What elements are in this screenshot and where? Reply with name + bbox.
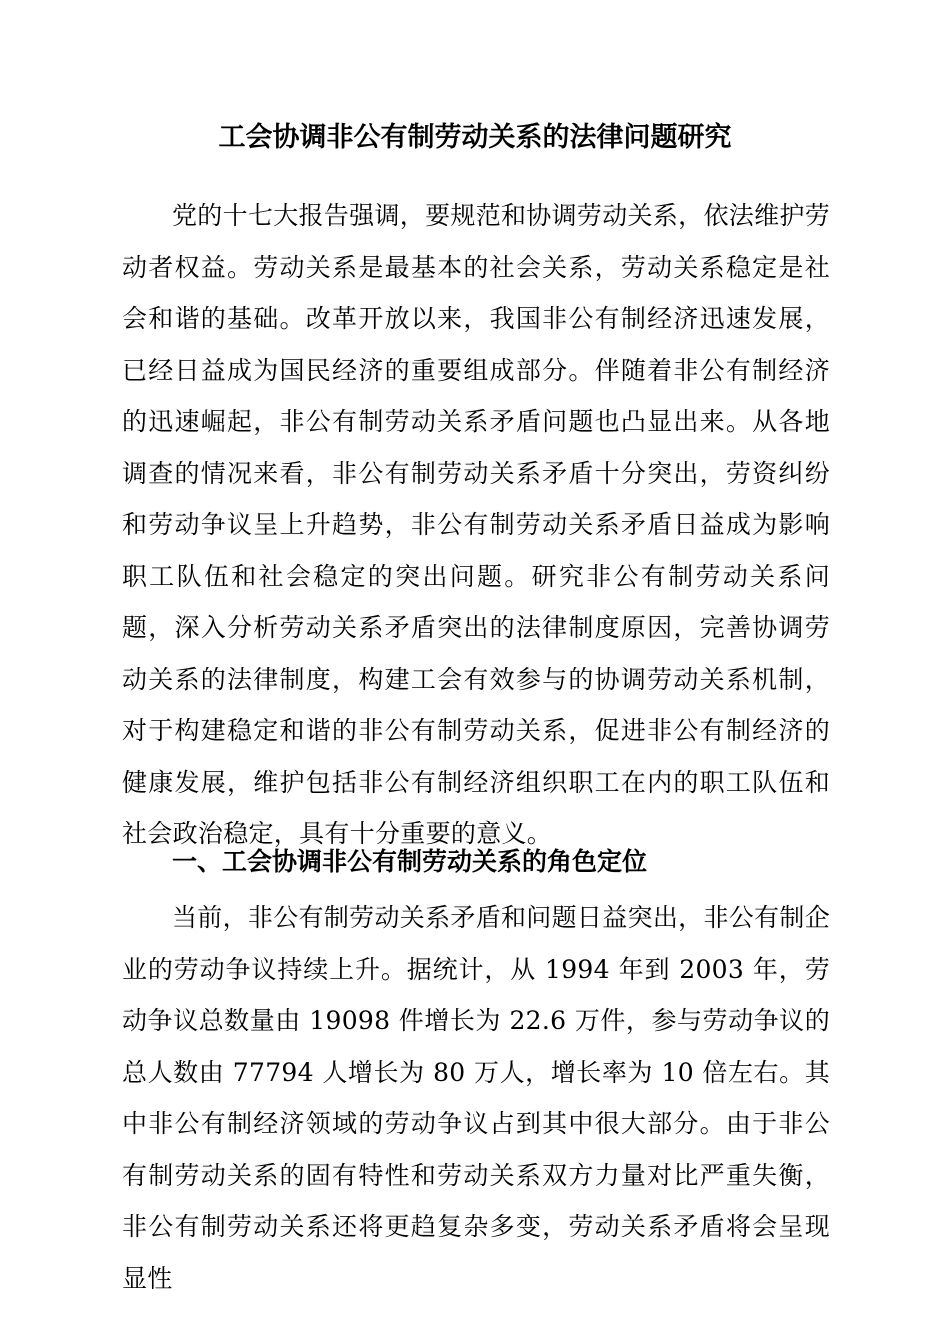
section-heading: 一、工会协调非公有制劳动关系的角色定位 bbox=[172, 847, 648, 876]
body-paragraph-intro: 党的十七大报告强调，要规范和协调劳动关系，依法维护劳动者权益。劳动关系是最基本的社会关系，劳动关系稳定是社会和谐的基础。改革开放以来，我国非公有制经济迅速发展，已经日益成为国民经济的重要组成部分。伴随着非公有制经济的迅速崛起，非公有制劳动关系矛盾问题也凸显出来。从各地调查的情况来看，非公有制劳动关系矛盾十分突出，劳资纠纷和劳动争议呈上升趋势，非公有制劳动关系矛盾日益成为影响职工队伍和社会稳定的突出问题。研究非公有制劳动关系问题，深入分析劳动关系矛盾突出的法律制度原因，完善协调劳动关系的法律制度，构建工会有效参与的协调劳动关系机制，对于构建稳定和谐的非公有制劳动关系，促进非公有制经济的健康发展，维护包括非公有制经济组织职工在内的职工队伍和社会政治稳定，具有十分重要的意义。 bbox=[122, 201, 830, 848]
document-title: 工会协调非公有制劳动关系的法律问题研究 bbox=[218, 122, 732, 153]
body-paragraph-section-1: 当前，非公有制劳动关系矛盾和问题日益突出，非公有制企业的劳动争议持续上升。据统计，从 1994 年到 2003 年，劳动争议总数量由 19098 件增长为 22.6 万件，参与劳动争议的总人数由 77794 人增长为 80 万人，增长率为 10 倍左右。其中非公有制经济领域的劳动争议占到其中很大部分。由于非公有制劳动关系的固有特性和劳动关系双方力量对比严重失衡，非公有制劳动关系还将更趋复杂多变，劳动关系矛盾将会呈现显性 bbox=[122, 903, 830, 1293]
